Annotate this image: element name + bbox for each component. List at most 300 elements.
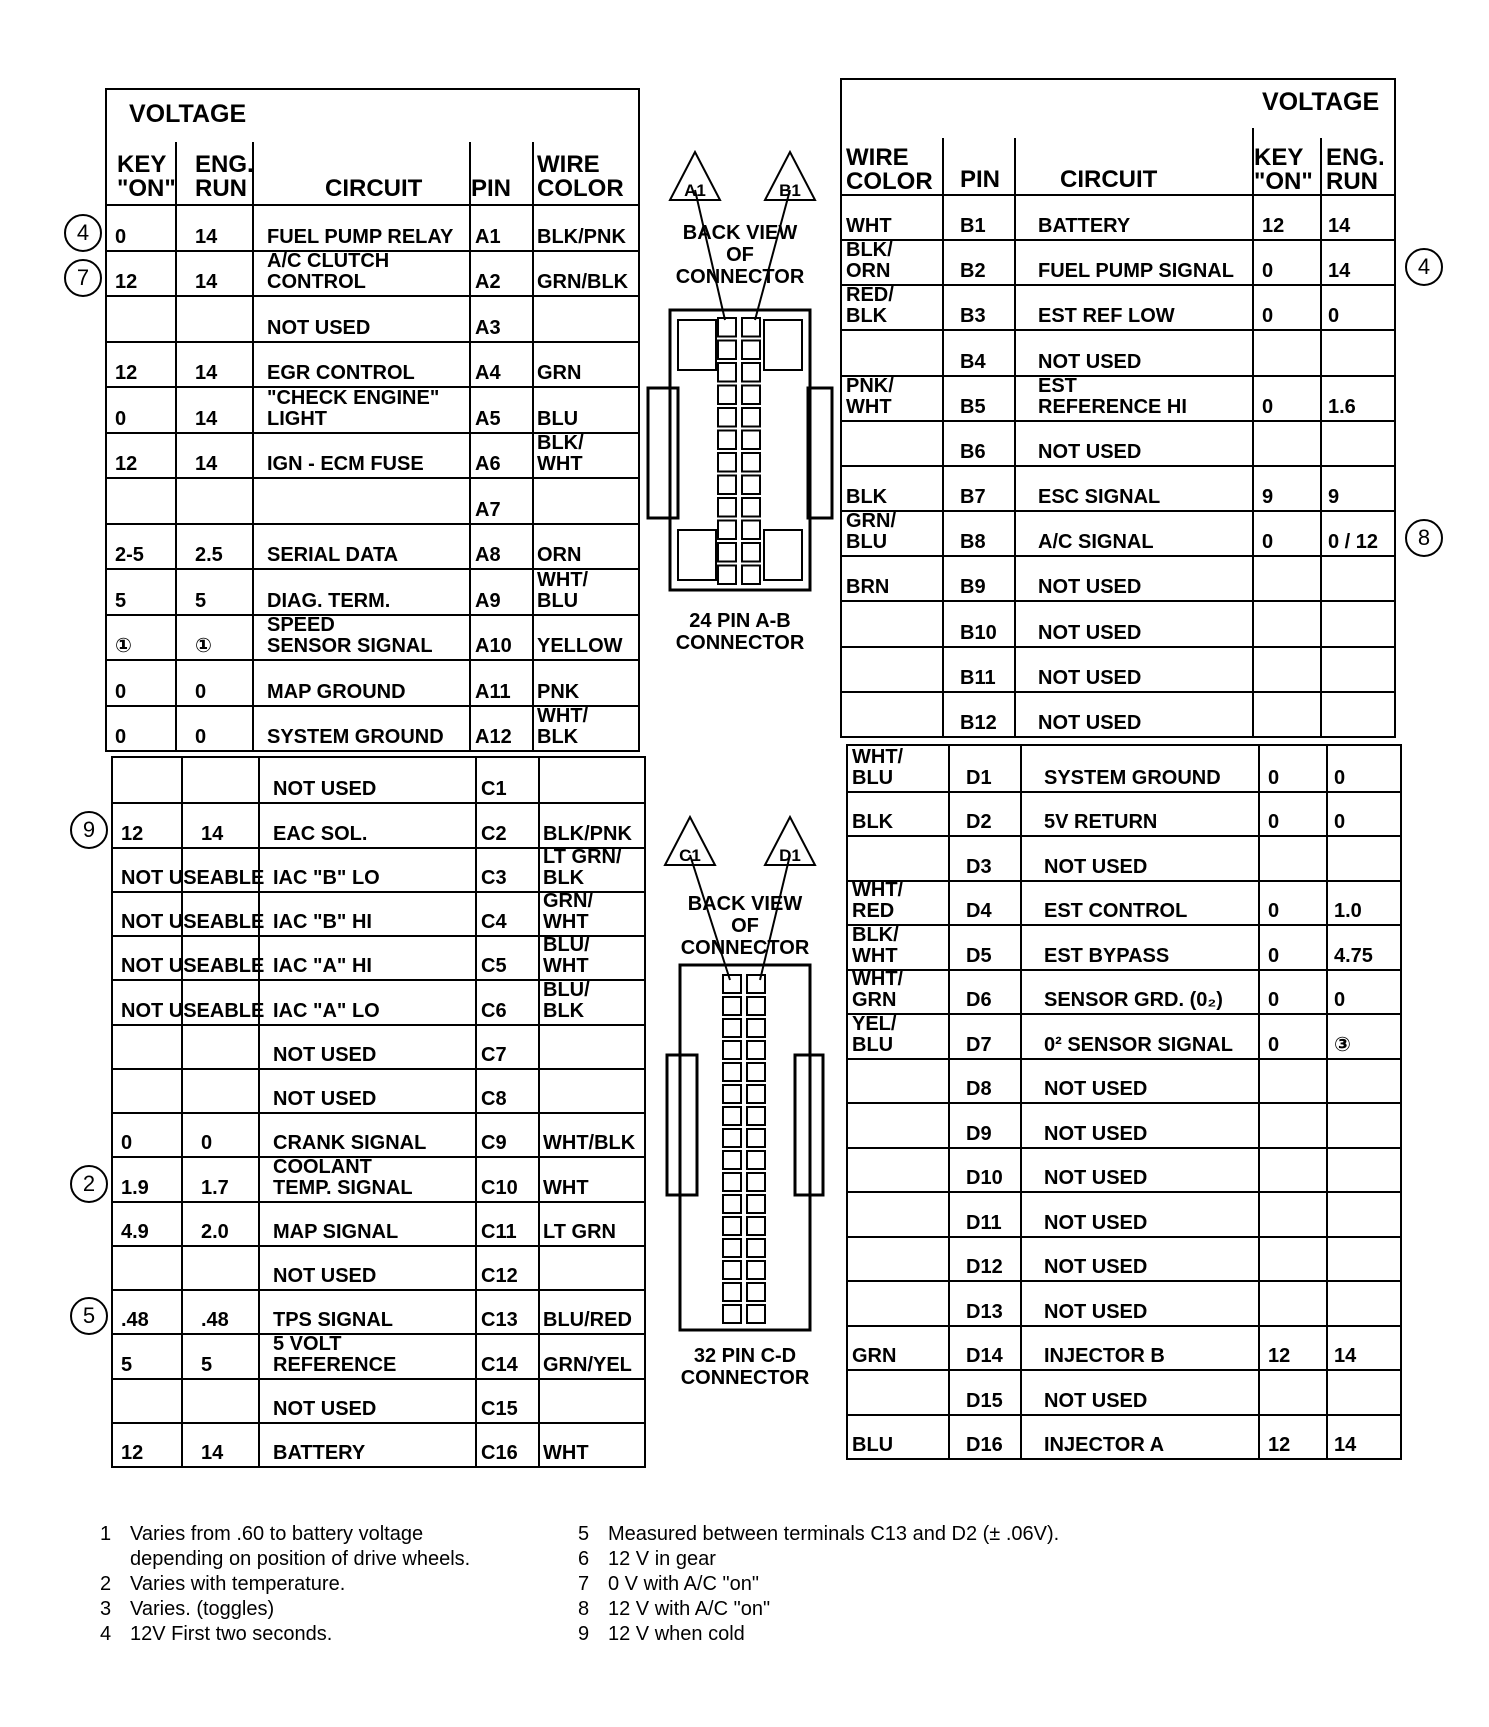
circuit-name: SYSTEM GROUND (267, 726, 444, 748)
connector-cd-diagram (645, 815, 845, 1395)
key-on-value: 0 (1268, 944, 1280, 967)
table-row (113, 1201, 644, 1247)
circuit-name: NOT USED (273, 1265, 377, 1287)
circuit-name: NOT USED (273, 778, 377, 801)
pin-id: C16 (481, 1442, 518, 1464)
triangle-c1-label: C1 (679, 846, 701, 865)
connector-pin (742, 498, 760, 517)
pin-table-b (840, 78, 1396, 738)
pin-header-b: PIN (960, 166, 1001, 193)
circuit-name: SENSOR GRD. (0₂) (1044, 989, 1223, 1011)
wire-color: RED/ BLK (846, 284, 894, 328)
table-row (842, 284, 1394, 331)
pin-id: D13 (966, 1300, 1003, 1323)
footnote (578, 1597, 1278, 1622)
pin-id: A8 (475, 544, 501, 566)
wire-color: WHT (543, 1442, 589, 1464)
pin-table-a (105, 88, 640, 752)
key-on-value: 0 (1268, 811, 1280, 833)
connector-pin (742, 521, 760, 540)
wire-color: LT GRN/ BLK (543, 845, 622, 889)
pin-id: C4 (481, 911, 507, 933)
pin-id: C1 (481, 778, 507, 801)
pin-id: A11 (475, 680, 511, 703)
circuit-name: NOT USED (1038, 711, 1142, 734)
key-on-value: 12 (1268, 1345, 1291, 1367)
table-row (848, 1414, 1400, 1459)
footnote-text: 12 V with A/C "on" (608, 1598, 771, 1620)
pin-id: D6 (966, 989, 992, 1011)
connector-pin (718, 498, 736, 517)
connector-pin (742, 566, 760, 585)
circuit-name: NOT USED (273, 1043, 377, 1066)
key-on-value: 12 (121, 822, 144, 845)
pin-id: D4 (966, 900, 992, 922)
connector-pin (723, 997, 741, 1015)
connector-pin (747, 1283, 765, 1301)
connector-pin (718, 521, 736, 540)
circuit-name: EST REF LOW (1038, 305, 1175, 328)
eng-run-value: 0 (1334, 989, 1346, 1011)
key-on-value: NOT USEABLE (121, 999, 265, 1022)
connector-pin (747, 975, 765, 993)
footnote-text: 12 V when cold (608, 1623, 745, 1645)
table-row (848, 746, 1400, 793)
footnote (578, 1522, 1278, 1547)
circuit-name: EST CONTROL (1044, 900, 1188, 922)
eng-run-value: 0 / 12 (1328, 531, 1379, 554)
eng-run-value: 0 (1334, 811, 1346, 833)
circuit-name: TPS SIGNAL (273, 1309, 394, 1332)
footnote (578, 1622, 1278, 1647)
footnote-number: 6 (578, 1548, 590, 1570)
eng-run-value: 5 (201, 1353, 213, 1376)
footnote-number: 1 (100, 1523, 112, 1545)
footnote (100, 1597, 580, 1622)
circuit-name: NOT USED (1038, 440, 1142, 463)
eng-run-value: 2.5 (195, 544, 223, 566)
connector-pin (747, 1195, 765, 1213)
pin-id: C15 (481, 1397, 518, 1420)
footnote-number: 4 (100, 1623, 112, 1645)
circuit-name: SERIAL DATA (267, 544, 399, 566)
pin-id: D3 (966, 855, 992, 878)
key-on-value: 0 (1262, 305, 1274, 328)
wire-color: WHT/ GRN (852, 968, 904, 1011)
wire-color: BLU/ WHT (543, 934, 590, 978)
pin-id: A9 (475, 589, 501, 612)
footnote-text: Varies with temperature. (130, 1573, 346, 1595)
connector-pin (718, 386, 736, 405)
circuit-name: NOT USED (1038, 576, 1142, 599)
circuit-name: INJECTOR B (1044, 1345, 1165, 1367)
pin-id: A6 (475, 453, 501, 475)
table-row (842, 510, 1394, 557)
pin-id: D1 (966, 766, 992, 789)
pin-id: C8 (481, 1088, 507, 1110)
table-row (113, 891, 644, 937)
key-on-value: 0 (115, 407, 127, 430)
connector-pin (747, 1173, 765, 1191)
wire-color: PNK (537, 680, 580, 703)
wire-color: WHT/BLK (543, 1132, 636, 1155)
key-on-value: 0 (1268, 989, 1280, 1011)
eng-run-value: 14 (195, 453, 218, 475)
table-row (848, 924, 1400, 971)
circuit-name: NOT USED (1044, 1167, 1148, 1189)
eng-run-value: 14 (195, 225, 218, 248)
pin-id: B12 (960, 711, 997, 734)
table-row (107, 614, 638, 662)
key-on-value: NOT USEABLE (121, 911, 265, 933)
pin-header: PIN (471, 175, 512, 202)
wire-color: GRN/ WHT (543, 890, 593, 933)
pin-id: C11 (481, 1220, 517, 1243)
wire-color: ORN (537, 544, 582, 566)
key-on-value: 12 (115, 362, 138, 384)
connector-pin (742, 318, 760, 337)
table-row (107, 250, 638, 298)
pin-id: A12 (475, 726, 512, 748)
pin-id: D2 (966, 811, 992, 833)
key-on-value: 0 (115, 225, 127, 248)
circuit-name: 5V RETURN (1044, 811, 1158, 833)
circuit-name: EST BYPASS (1044, 944, 1170, 967)
connector-pin (747, 1063, 765, 1081)
circuit-name: NOT USED (1044, 855, 1148, 878)
table-row (107, 432, 638, 480)
table-row (113, 1112, 644, 1158)
pin-id: D14 (966, 1345, 1003, 1367)
pin-id: B3 (960, 305, 986, 328)
pin-id: B9 (960, 576, 986, 599)
callout-marker: 2 (70, 1165, 108, 1203)
table-row (107, 386, 638, 434)
circuit-name: INJECTOR A (1044, 1434, 1165, 1456)
circuit-name: IAC "A" HI (273, 955, 372, 978)
key-on-value: 0 (1262, 395, 1274, 418)
pin-id: B11 (960, 666, 996, 689)
footnote-number: 3 (100, 1598, 112, 1620)
table-row (113, 1378, 644, 1424)
circuit-name: SYSTEM GROUND (1044, 766, 1221, 789)
pin-id: D5 (966, 944, 992, 967)
eng-run-value: 14 (195, 407, 218, 430)
table-row (842, 330, 1394, 377)
connector-cd-name: 32 PIN C-D CONNECTOR (680, 1345, 810, 1389)
eng-run-value: .48 (201, 1309, 229, 1332)
table-row (113, 1024, 644, 1070)
table-row (113, 979, 644, 1025)
eng-run-value: 1.6 (1328, 395, 1356, 418)
pin-id: D16 (966, 1434, 1003, 1456)
connector-pin (747, 1085, 765, 1103)
footnote (578, 1547, 1278, 1572)
key-on-value: 5 (115, 589, 127, 612)
voltage-header-b: VOLTAGE (1262, 88, 1380, 116)
circuit-name: EST REFERENCE HI (1038, 374, 1187, 418)
connector-pin (723, 1283, 741, 1301)
wire-color: BLK (852, 811, 894, 833)
connector-pin (747, 1261, 765, 1279)
connector-pin (723, 1195, 741, 1213)
eng-run-value: 14 (1334, 1345, 1357, 1367)
connector-pin (718, 543, 736, 562)
circuit-name: A/C CLUTCH CONTROL (267, 250, 390, 293)
pin-table-c (111, 756, 646, 1468)
table-row (107, 523, 638, 571)
connector-pin (747, 1107, 765, 1125)
connector-pin (723, 1217, 741, 1235)
pin-id: C10 (481, 1176, 518, 1199)
callout-marker: 4 (64, 214, 102, 252)
connector-pin (723, 1305, 741, 1323)
table-row (107, 204, 638, 252)
pin-id: C3 (481, 866, 507, 889)
circuit-name: NOT USED (1044, 1256, 1148, 1278)
circuit-name: BATTERY (1038, 215, 1131, 238)
pin-id: A2 (475, 271, 501, 293)
connector-pin (723, 1019, 741, 1037)
table-row (107, 295, 638, 343)
pin-id: B7 (960, 486, 986, 509)
circuit-name: MAP GROUND (267, 680, 406, 703)
key-on-value: ① (115, 635, 132, 657)
eng-run-value: 14 (201, 1442, 224, 1464)
key-on-value: 9 (1262, 486, 1274, 509)
pin-id: A1 (475, 225, 501, 248)
table-row (842, 601, 1394, 648)
footnote-text: Varies. (toggles) (130, 1598, 275, 1620)
pin-id: A4 (475, 362, 501, 384)
eng-run-value: 0 (195, 726, 207, 748)
pin-id: C14 (481, 1353, 518, 1376)
callout-marker: 9 (70, 811, 108, 849)
circuit-header: CIRCUIT (325, 175, 423, 202)
key-on-value: 12 (1268, 1434, 1291, 1456)
callout-marker: 7 (64, 259, 102, 297)
circuit-name: IAC "B" LO (273, 866, 380, 889)
connector-pin (742, 453, 760, 472)
pin-id: B10 (960, 621, 997, 644)
table-row (848, 1191, 1400, 1238)
key-on-value: NOT USEABLE (121, 955, 265, 978)
pin-id: D12 (966, 1256, 1003, 1278)
table-row (842, 555, 1394, 602)
circuit-name: IAC "B" HI (273, 911, 372, 933)
footnote (100, 1622, 580, 1647)
table-row (107, 659, 638, 707)
connector-cd-view-label: BACK VIEW OF CONNECTOR (680, 893, 810, 959)
pin-id: C13 (481, 1309, 518, 1332)
table-row (848, 791, 1400, 838)
table-row (848, 1102, 1400, 1149)
connector-pin (747, 1239, 765, 1257)
table-row (113, 1422, 644, 1466)
footnote (100, 1572, 580, 1597)
connector-pin (723, 1129, 741, 1147)
wire-color: PNK/ WHT (846, 374, 894, 418)
connector-pin (742, 363, 760, 382)
connector-pin (723, 975, 741, 993)
circuit-name: NOT USED (267, 316, 371, 339)
footnotes-right (578, 1522, 1278, 1647)
circuit-name: NOT USED (1038, 666, 1142, 689)
eng-run-value: 14 (201, 822, 224, 845)
key-on-value: 12 (1262, 215, 1285, 238)
eng-run-header-b: ENG. RUN (1326, 144, 1385, 195)
wire-color: WHT/ RED (852, 879, 904, 922)
eng-run-value: 1.0 (1334, 900, 1362, 922)
pin-id: C12 (481, 1265, 518, 1287)
key-on-header: KEY "ON" (117, 151, 176, 202)
pin-id: D7 (966, 1033, 992, 1056)
table-row (848, 1369, 1400, 1416)
circuit-name: NOT USED (1044, 1211, 1148, 1234)
circuit-name: SPEED SENSOR SIGNAL (267, 614, 433, 657)
eng-run-value: 14 (1334, 1434, 1357, 1456)
table-row (848, 1325, 1400, 1372)
table-row (848, 1280, 1400, 1327)
table-row (113, 1156, 644, 1202)
callout-marker: 8 (1405, 519, 1443, 557)
circuit-name: NOT USED (1038, 621, 1142, 644)
wire-color: BLU/RED (543, 1309, 632, 1332)
key-on-value: 0 (1262, 260, 1274, 283)
connector-pin (723, 1063, 741, 1081)
table-a-header (107, 90, 638, 206)
table-row (842, 646, 1394, 693)
connector-pin (747, 1217, 765, 1235)
connector-pin (742, 543, 760, 562)
wire-color: WHT/ BLK (537, 705, 589, 748)
circuit-name: IAC "A" LO (273, 999, 380, 1022)
eng-run-header: ENG. RUN (195, 151, 254, 202)
eng-run-value: 14 (195, 362, 218, 384)
footnote-text: Measured between terminals C13 and D2 (± .06V). (608, 1523, 1060, 1545)
connector-pin (723, 1173, 741, 1191)
pin-id: B5 (960, 395, 986, 418)
pin-id: D8 (966, 1078, 992, 1100)
footnote-text: 0 V with A/C "on" (608, 1573, 759, 1595)
pin-id: C2 (481, 822, 507, 845)
key-on-value: 0 (115, 726, 127, 748)
table-row (848, 1147, 1400, 1194)
circuit-name: FUEL PUMP RELAY (267, 225, 454, 248)
circuit-name: EGR CONTROL (267, 362, 415, 384)
connector-pin (723, 1107, 741, 1125)
connector-pin (742, 431, 760, 450)
callout-marker: 4 (1405, 248, 1443, 286)
footnote-text: 12V First two seconds. (130, 1623, 333, 1645)
footnote (100, 1522, 580, 1572)
wire-color: GRN (852, 1345, 897, 1367)
eng-run-value: 0 (1334, 766, 1346, 789)
table-row (842, 239, 1394, 286)
connector-pin (747, 1151, 765, 1169)
connector-pin (718, 408, 736, 427)
wire-color: GRN/YEL (543, 1353, 632, 1376)
eng-run-value: 0 (201, 1132, 213, 1155)
wire-color: GRN/BLK (537, 271, 629, 293)
table-row (842, 194, 1394, 241)
key-on-value: 0 (121, 1132, 133, 1155)
triangle-d1-label: D1 (779, 846, 801, 865)
key-on-value: 0 (1268, 766, 1280, 789)
connector-pin (723, 1085, 741, 1103)
pin-id: C9 (481, 1132, 507, 1155)
connector-ab-name: 24 PIN A-B CONNECTOR (675, 610, 805, 654)
table-row (113, 935, 644, 981)
footnote-number: 5 (578, 1523, 590, 1545)
connector-pin (718, 363, 736, 382)
footnotes-left (100, 1522, 580, 1647)
wire-color: BLU (537, 407, 579, 430)
connector-ab-diagram (640, 150, 840, 660)
pin-id: C6 (481, 999, 507, 1022)
footnote-text: 12 V in gear (608, 1548, 716, 1570)
pin-id: A5 (475, 407, 501, 430)
key-on-value: 1.9 (121, 1176, 149, 1199)
key-on-value: 5 (121, 1353, 133, 1376)
circuit-name: NOT USED (1044, 1300, 1148, 1323)
table-row (113, 802, 644, 848)
connector-pin (742, 341, 760, 360)
footnote-text: Varies from .60 to battery voltage depending on position of drive wheels. (130, 1523, 471, 1570)
key-on-value: 12 (115, 453, 138, 475)
eng-run-value: 9 (1328, 486, 1340, 509)
table-row (848, 1013, 1400, 1060)
key-on-value: 0 (115, 680, 127, 703)
voltage-header: VOLTAGE (129, 100, 247, 128)
connector-pin (747, 1041, 765, 1059)
wire-color: GRN/ BLU (846, 510, 896, 554)
circuit-name: COOLANT TEMP. SIGNAL (273, 1155, 413, 1199)
table-row (848, 835, 1400, 882)
circuit-name: DIAG. TERM. (267, 589, 391, 612)
table-row (842, 375, 1394, 422)
table-row (107, 705, 638, 751)
table-row (107, 568, 638, 616)
pin-id: B2 (960, 260, 986, 283)
table-row (113, 1068, 644, 1114)
circuit-name: MAP SIGNAL (273, 1220, 399, 1243)
circuit-name: CRANK SIGNAL (273, 1132, 427, 1155)
key-on-value: 2-5 (115, 544, 144, 566)
connector-pin (718, 318, 736, 337)
table-row (842, 691, 1394, 736)
footnote-number: 9 (578, 1623, 590, 1645)
key-on-value: 12 (121, 1442, 144, 1464)
wire-color-header: WIRE COLOR (537, 151, 624, 202)
connector-pin (747, 997, 765, 1015)
wire-color: LT GRN (543, 1220, 616, 1243)
circuit-name: 5 VOLT REFERENCE (273, 1332, 397, 1376)
footnote-number: 7 (578, 1573, 590, 1595)
connector-pin (742, 476, 760, 495)
circuit-name: "CHECK ENGINE" LIGHT (267, 386, 440, 430)
table-row (842, 420, 1394, 467)
table-row (113, 1289, 644, 1335)
connector-ab-view-label: BACK VIEW OF CONNECTOR (675, 222, 805, 288)
eng-run-value: 0 (195, 680, 207, 703)
circuit-header-b: CIRCUIT (1060, 166, 1158, 193)
circuit-name: BATTERY (273, 1442, 366, 1464)
key-on-value: 0 (1268, 900, 1280, 922)
circuit-name: NOT USED (1044, 1122, 1148, 1145)
wire-color: YEL/ BLU (852, 1012, 897, 1056)
pin-id: A7 (475, 498, 501, 521)
